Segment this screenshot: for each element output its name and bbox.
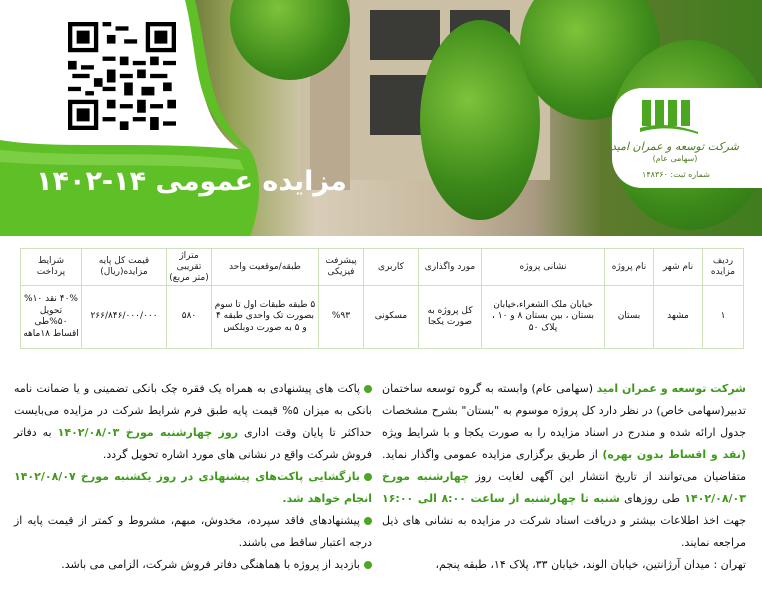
condition-item: پیشنهادهای فاقد سپرده، مخدوش، مبهم، مشروط و کمتر از قیمت پایه از درجه اعتبار ساقط می باشند.: [14, 514, 372, 549]
table-cell: ۵۸۰: [167, 286, 212, 349]
deadline-date-highlight: چهارشنبه مورخ ۱۴۰۲/۰۸/۰۳: [382, 470, 746, 505]
col-header: پیشرفت فیزیکی: [319, 249, 364, 286]
bullet-icon: [364, 561, 372, 569]
logo-company-type: (سهامی عام): [652, 154, 698, 163]
col-header: ردیف مزایده: [703, 249, 744, 286]
special-terms-highlight: (نقد و اقساط بدون بهره): [602, 448, 746, 461]
table-cell: مشهد: [654, 286, 703, 349]
qr-code: [68, 22, 176, 130]
table-cell: ۴۰% نقد ۱۰% تحویل ۵۰%طی اقساط ۱۸ماهه: [21, 286, 82, 349]
conditions-column: [14, 378, 372, 576]
table-cell: ۵ طبقه طبقات اول تا سوم بصورت تک واحدی طبقه ۴ و ۵ به صورت دوبلکس: [212, 286, 319, 349]
address-tehran: تهران : میدان آرژانتین، خیابان الوند، خیابان ۳۳، پلاک ۱۴، طبقه پنجم،: [435, 558, 746, 571]
table-cell: کل پروژه به صورت یکجا: [419, 286, 482, 349]
table-row: [21, 286, 744, 349]
table-cell: %۹۳: [319, 286, 364, 349]
condition-item: پاکت های پیشنهادی به همراه یک فقره چک بانکی تضمینی و یا ضمانت نامه بانکی به میزان ۵% قیمت پایه طبق فرم شرایط شرکت در مزایده می‌بایست حداکثر تا پایان وقت اداری روز چهارشنبه مورخ ۱۴۰۲/۰۸/۰۳ به دفاتر فروش شرکت واقع در نشانی های مورد اشاره تحویل گردد.: [14, 382, 372, 461]
col-header: نام پروژه: [605, 249, 654, 286]
intro-paragraph: شرکت توسعه و عمران امید (سهامی عام) وابسته به گروه توسعه ساختمان تدبیر(سهامی خاص) در نظر دارد کل پروژه موسوم به "بستان" بشرح مشخصات جدول ارائه شده و مندرج در اسناد مزایده را به صورت یکجا و با شرایط ویژه (نقد و اقساط بدون بهره) از طریق برگزاری مزایده عمومی واگذار نماید. متقاضیان می‌توانند از تاریخ انتشار این آگهی لغایت روز چهارشنبه مورخ ۱۴۰۲/۰۸/۰۳ طی روزهای شنبه تا چهارشنبه از ساعت ۸:۰۰ الی ۱۶:۰۰ جهت اخذ اطلاعات بیشتر و دریافت اسناد شرکت در مزایده به نشانی های ذیل مراجعه نمایند.: [382, 382, 747, 549]
bullet-icon: [364, 517, 372, 525]
col-header: کاربری: [364, 249, 419, 286]
auction-table: [20, 248, 744, 349]
col-header: نام شهر: [654, 249, 703, 286]
intro-column: [382, 378, 746, 576]
table-cell: مسکونی: [364, 286, 419, 349]
logo-company-name: شرکت توسعه و عمران امید: [611, 140, 739, 153]
table-header-row: [21, 249, 744, 286]
condition-item: بازدید از پروژه با هماهنگی دفاتر فروش شرکت، الزامی می باشد.: [14, 554, 372, 576]
col-header: نشانی پروژه: [482, 249, 605, 286]
bullet-icon: [364, 473, 372, 481]
col-header: مورد واگذاری: [419, 249, 482, 286]
table-cell: خیابان ملک الشعراء،خیابان بستان ، بین بستان ۸ و ۱۰ ، پلاک ۵۰: [482, 286, 605, 349]
table-cell: ۱: [703, 286, 744, 349]
page-title: مزایده عمومی ۱۴-۱۴۰۲: [36, 166, 347, 197]
table-cell: بستان: [605, 286, 654, 349]
company-logo-icon: [640, 98, 700, 136]
col-header: طبقه/موقعیت واحد: [212, 249, 319, 286]
header-banner: [0, 0, 762, 236]
col-header: متراژ تقریبی (متر مربع): [167, 249, 212, 286]
col-header: شرایط پرداخت: [21, 249, 82, 286]
company-name-highlight: شرکت توسعه و عمران امید: [596, 382, 746, 395]
office-hours-highlight: شنبه تا چهارشنبه از ساعت ۸:۰۰ الی ۱۶:۰۰: [382, 492, 620, 505]
bullet-icon: [364, 385, 372, 393]
col-header: قیمت کل پایه مزایده(ریال): [82, 249, 167, 286]
table-cell: ۲۶۶/۸۴۶/۰۰۰/۰۰۰: [82, 286, 167, 349]
condition-item: بازگشایی پاکت‌های پیشنهادی در روز یکشنبه مورخ ۱۴۰۲/۰۸/۰۷ انجام خواهد شد.: [14, 470, 372, 505]
registration-number: شماره ثبت: ۱۴۸۳۶۰: [642, 170, 710, 179]
